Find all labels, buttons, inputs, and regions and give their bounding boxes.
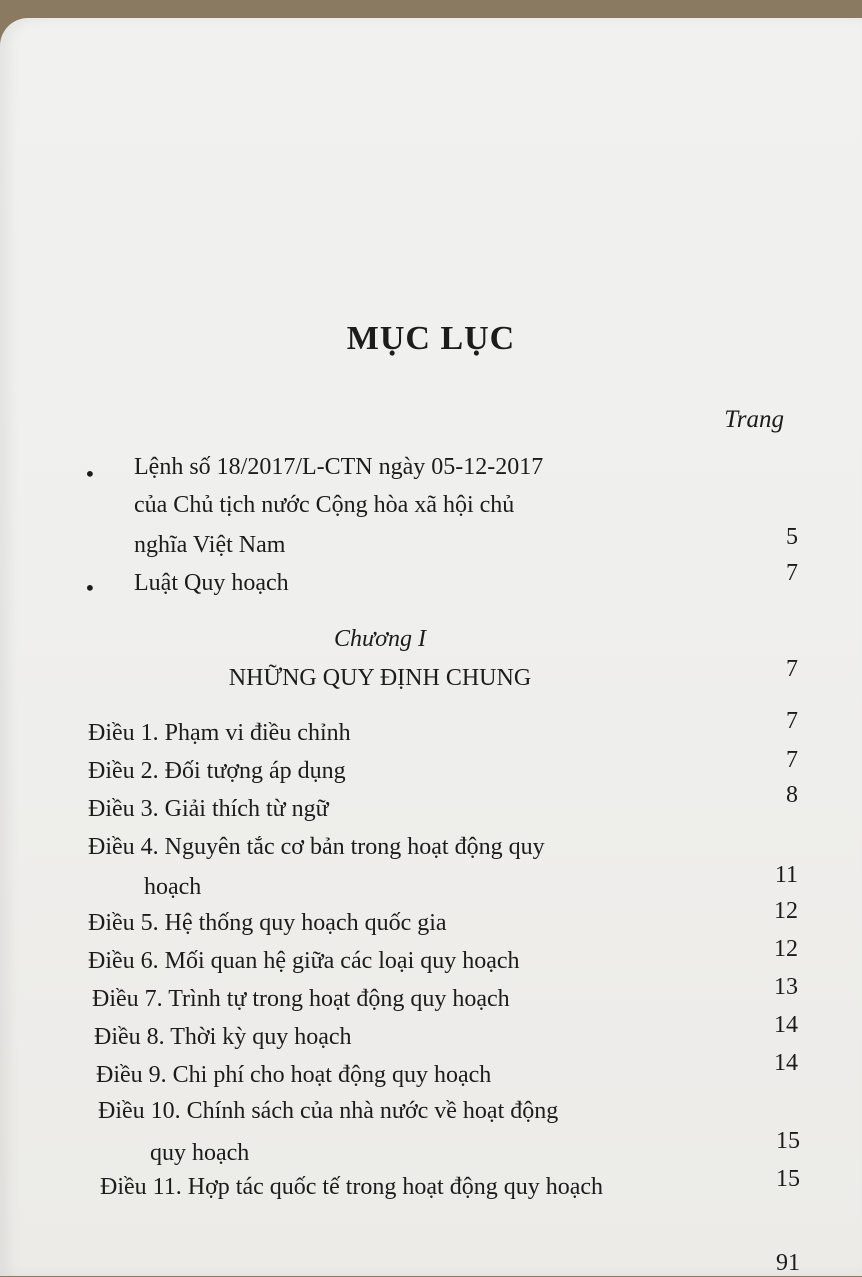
book-page [0,18,862,1276]
toc-entry-line: Lệnh số 18/2017/L-CTN ngày 05-12-2017 [134,454,544,480]
bullet-icon: • [84,576,96,600]
toc-page-number: 13 [774,974,798,1000]
toc-entry-line: hoạch [144,874,202,900]
toc-entry-line: quy hoạch [150,1140,250,1166]
toc-page-number: 7 [786,656,798,682]
page-title: MỤC LỤC [346,320,516,357]
chapter-name: NHỮNG QUY ĐỊNH CHUNG [228,665,532,691]
toc-page-number: 12 [774,898,798,924]
bullet-icon: • [84,462,96,486]
toc-entry-line: Điều 4. Nguyên tắc cơ bản trong hoạt động quy [88,834,545,860]
toc-entry-line: nghĩa Việt Nam [134,532,286,558]
toc-page-number: 7 [786,560,798,586]
toc-page-number: 12 [774,936,798,962]
toc-entry-line: Điều 1. Phạm vi điều chỉnh [88,720,351,746]
toc-entry-line: Điều 9. Chi phí cho hoạt động quy hoạch [96,1062,492,1088]
chapter-label: Chương I [334,626,426,652]
toc-entry-line: Luật Quy hoạch [134,570,289,596]
toc-entry-line: Điều 5. Hệ thống quy hoạch quốc gia [88,910,447,936]
toc-entry-line: Điều 6. Mối quan hệ giữa các loại quy hoạch [88,948,520,974]
toc-page-number: 5 [786,524,798,550]
toc-entry-line: Điều 3. Giải thích từ ngữ [88,796,329,822]
toc-entry-line: Điều 8. Thời kỳ quy hoạch [94,1024,352,1050]
toc-page-number: 15 [776,1166,800,1192]
toc-entry-line: Điều 7. Trình tự trong hoạt động quy hoạch [92,986,510,1012]
toc-page-number: 14 [774,1050,798,1076]
toc-page-number: 14 [774,1012,798,1038]
toc-entry-line: Điều 2. Đối tượng áp dụng [88,758,346,784]
toc-entry-line: Điều 10. Chính sách của nhà nước về hoạt động [98,1098,559,1124]
toc-page-number: 15 [776,1128,800,1154]
toc-page-number: 7 [786,747,798,773]
toc-entry-line: Điều 11. Hợp tác quốc tế trong hoạt động quy hoạch [100,1174,604,1200]
toc-entry-line: của Chủ tịch nước Cộng hòa xã hội chủ [134,492,515,518]
toc-page-number: 7 [786,708,798,734]
page-column-label: Trang [724,406,784,433]
toc-page-number: 8 [786,782,798,808]
toc-page-number: 11 [774,862,798,888]
page-number: 91 [776,1250,800,1276]
